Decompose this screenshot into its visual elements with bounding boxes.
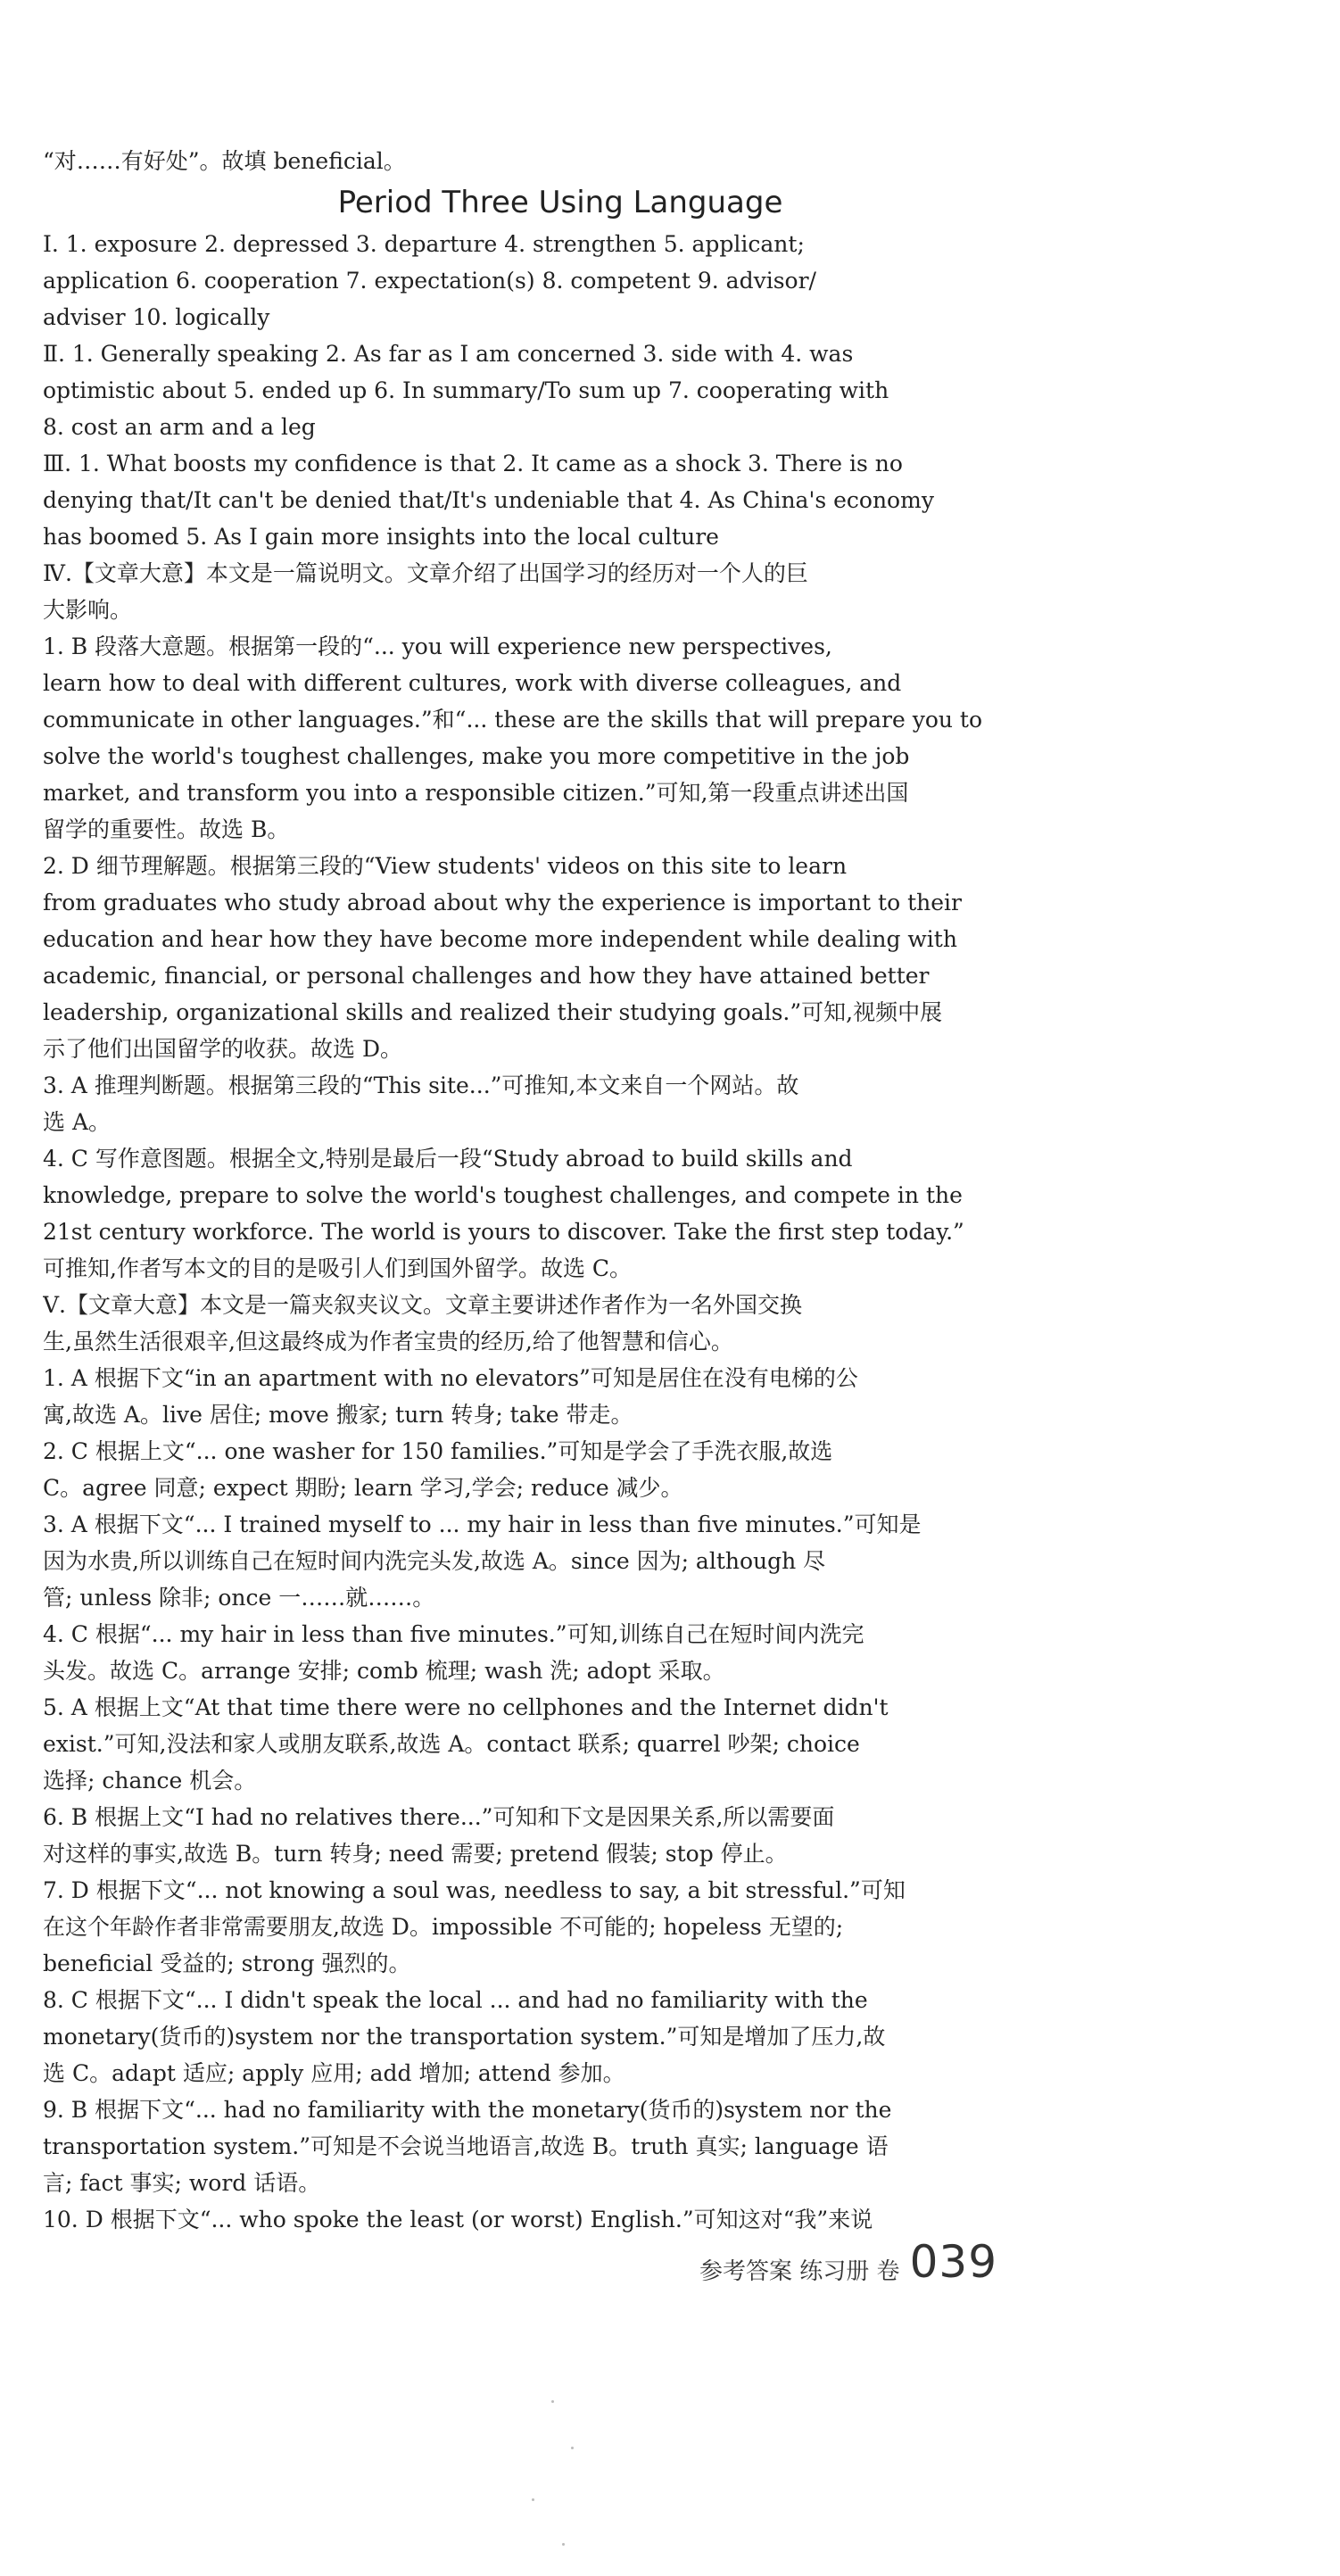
page-number: 039 — [909, 2236, 998, 2288]
text-line: application 6. cooperation 7. expectation(s) 8. competent 9. advisor/ — [43, 268, 816, 294]
footer-label: 参考答案 练习册 卷 — [699, 2258, 900, 2285]
scan-speck — [532, 2498, 534, 2501]
text-line: 3. A 推理判断题。根据第三段的“This site...”可推知,本文来自一个网站。故 — [43, 1073, 799, 1098]
text-line: denying that/It can't be denied that/It's undeniable that 4. As China's economy — [43, 487, 934, 513]
text-line: 头发。故选 C。arrange 安排; comb 梳理; wash 洗; adopt 采取。 — [43, 1658, 725, 1684]
answer-page — [43, 143, 1024, 2238]
text-line: learn how to deal with different cultures, work with diverse colleagues, and — [43, 670, 902, 696]
text-line: 10. D 根据下文“... who spoke the least (or worst) English.”可知这对“我”来说 — [43, 2207, 873, 2232]
answer-text-block — [43, 226, 1024, 2238]
text-line: from graduates who study abroad about why the experience is important to their — [43, 890, 962, 915]
text-line: transportation system.”可知是不会说当地语言,故选 B。truth 真实; language 语 — [43, 2133, 889, 2159]
text-line: 寓,故选 A。live 居住; move 搬家; turn 转身; take 带走。 — [43, 1402, 633, 1428]
text-line: 8. cost an arm and a leg — [43, 414, 316, 440]
text-line: communicate in other languages.”和“... these are the skills that will prepare you to — [43, 707, 983, 733]
section-title: Period Three Using Language — [337, 185, 783, 220]
text-line: 选择; chance 机会。 — [43, 1768, 257, 1793]
text-line: 选 A。 — [43, 1109, 112, 1135]
text-line: 6. B 根据上文“I had no relatives there...”可知和下文是因果关系,所以需要面 — [43, 1804, 835, 1830]
text-line: 选 C。adapt 适应; apply 应用; add 增加; attend 参加。 — [43, 2060, 625, 2086]
text-line: 2. C 根据上文“... one washer for 150 families.”可知是学会了手洗衣服,故选 — [43, 1438, 833, 1464]
text-line: leadership, organizational skills and realized their studying goals.”可知,视频中展 — [43, 999, 943, 1025]
text-line: 5. A 根据上文“At that time there were no cellphones and the Internet didn't — [43, 1694, 889, 1720]
text-line: monetary(货币的)system nor the transportation system.”可知是增加了压力,故 — [43, 2024, 886, 2050]
text-line: 1. B 段落大意题。根据第一段的“... you will experience new perspectives, — [43, 634, 832, 659]
text-line: 1. A 根据下文“in an apartment with no elevators”可知是居住在没有电梯的公 — [43, 1365, 858, 1391]
text-line: education and hear how they have become more independent while dealing with — [43, 926, 957, 952]
text-line: adviser 10. logically — [43, 304, 270, 330]
text-line: 4. C 根据“... my hair in less than five minutes.”可知,训练自己在短时间内洗完 — [43, 1621, 864, 1647]
text-line: Ⅰ. 1. exposure 2. depressed 3. departure 4. strengthen 5. applicant; — [43, 231, 805, 257]
text-line: 2. D 细节理解题。根据第三段的“View students' videos on this site to learn — [43, 853, 848, 879]
text-line: 7. D 根据下文“... not knowing a soul was, needless to say, a bit stressful.”可知 — [43, 1877, 906, 1903]
text-line: C。agree 同意; expect 期盼; learn 学习,学会; reduce 减少。 — [43, 1475, 683, 1501]
text-line: 可推知,作者写本文的目的是吸引人们到国外留学。故选 C。 — [43, 1255, 633, 1281]
text-line: 留学的重要性。故选 B。 — [43, 816, 290, 842]
text-line: beneficial 受益的; strong 强烈的。 — [43, 1951, 411, 1976]
text-line: 3. A 根据下文“... I trained myself to ... my hair in less than five minutes.”可知是 — [43, 1512, 922, 1537]
text-line: 管; unless 除非; once 一……就……。 — [43, 1585, 435, 1611]
text-line: 言; fact 事实; word 话语。 — [43, 2170, 321, 2196]
text-line: 因为水贵,所以训练自己在短时间内洗完头发,故选 A。since 因为; although 尽 — [43, 1548, 826, 1574]
top-line: “对……有好处”。故填 beneficial。 — [43, 148, 406, 174]
text-line: 8. C 根据下文“... I didn't speak the local ... and had no familiarity with the — [43, 1987, 868, 2013]
text-line: Ⅳ.【文章大意】本文是一篇说明文。文章介绍了出国学习的经历对一个人的巨 — [43, 560, 808, 586]
text-line: 21st century workforce. The world is yours to discover. Take the first step today.” — [43, 1219, 964, 1245]
text-line: 对这样的事实,故选 B。turn 转身; need 需要; pretend 假装; stop 停止。 — [43, 1841, 788, 1867]
text-line: 示了他们出国留学的收获。故选 D。 — [43, 1036, 402, 1062]
text-line: 大影响。 — [43, 597, 133, 623]
text-line: 4. C 写作意图题。根据全文,特别是最后一段“Study abroad to build skills and — [43, 1146, 853, 1172]
text-line: 生,虽然生活很艰辛,但这最终成为作者宝贵的经历,给了他智慧和信心。 — [43, 1329, 733, 1354]
text-line: Ⅴ.【文章大意】本文是一篇夹叙夹议文。文章主要讲述作者作为一名外国交换 — [43, 1292, 803, 1318]
scan-speck — [551, 2400, 554, 2403]
text-line: market, and transform you into a responsible citizen.”可知,第一段重点讲述出国 — [43, 780, 909, 806]
text-line: exist.”可知,没法和家人或朋友联系,故选 A。contact 联系; quarrel 吵架; choice — [43, 1731, 860, 1757]
page-footer — [699, 2238, 1038, 2291]
text-line: optimistic about 5. ended up 6. In summary/To sum up 7. cooperating with — [43, 377, 889, 403]
text-line: Ⅲ. 1. What boosts my confidence is that 2. It came as a shock 3. There is no — [43, 451, 903, 476]
text-line: solve the world's toughest challenges, make you more competitive in the job — [43, 743, 910, 769]
text-line: has boomed 5. As I gain more insights into the local culture — [43, 524, 719, 550]
text-line: 在这个年龄作者非常需要朋友,故选 D。impossible 不可能的; hopeless 无望的; — [43, 1914, 844, 1940]
text-line: academic, financial, or personal challenges and how they have attained better — [43, 963, 930, 989]
text-line: knowledge, prepare to solve the world's toughest challenges, and compete in the — [43, 1182, 963, 1208]
text-line: 9. B 根据下文“... had no familiarity with the monetary(货币的)system nor the — [43, 2097, 892, 2123]
scan-speck — [562, 2543, 565, 2546]
text-line: Ⅱ. 1. Generally speaking 2. As far as I am concerned 3. side with 4. was — [43, 341, 854, 367]
scan-speck — [571, 2447, 574, 2449]
